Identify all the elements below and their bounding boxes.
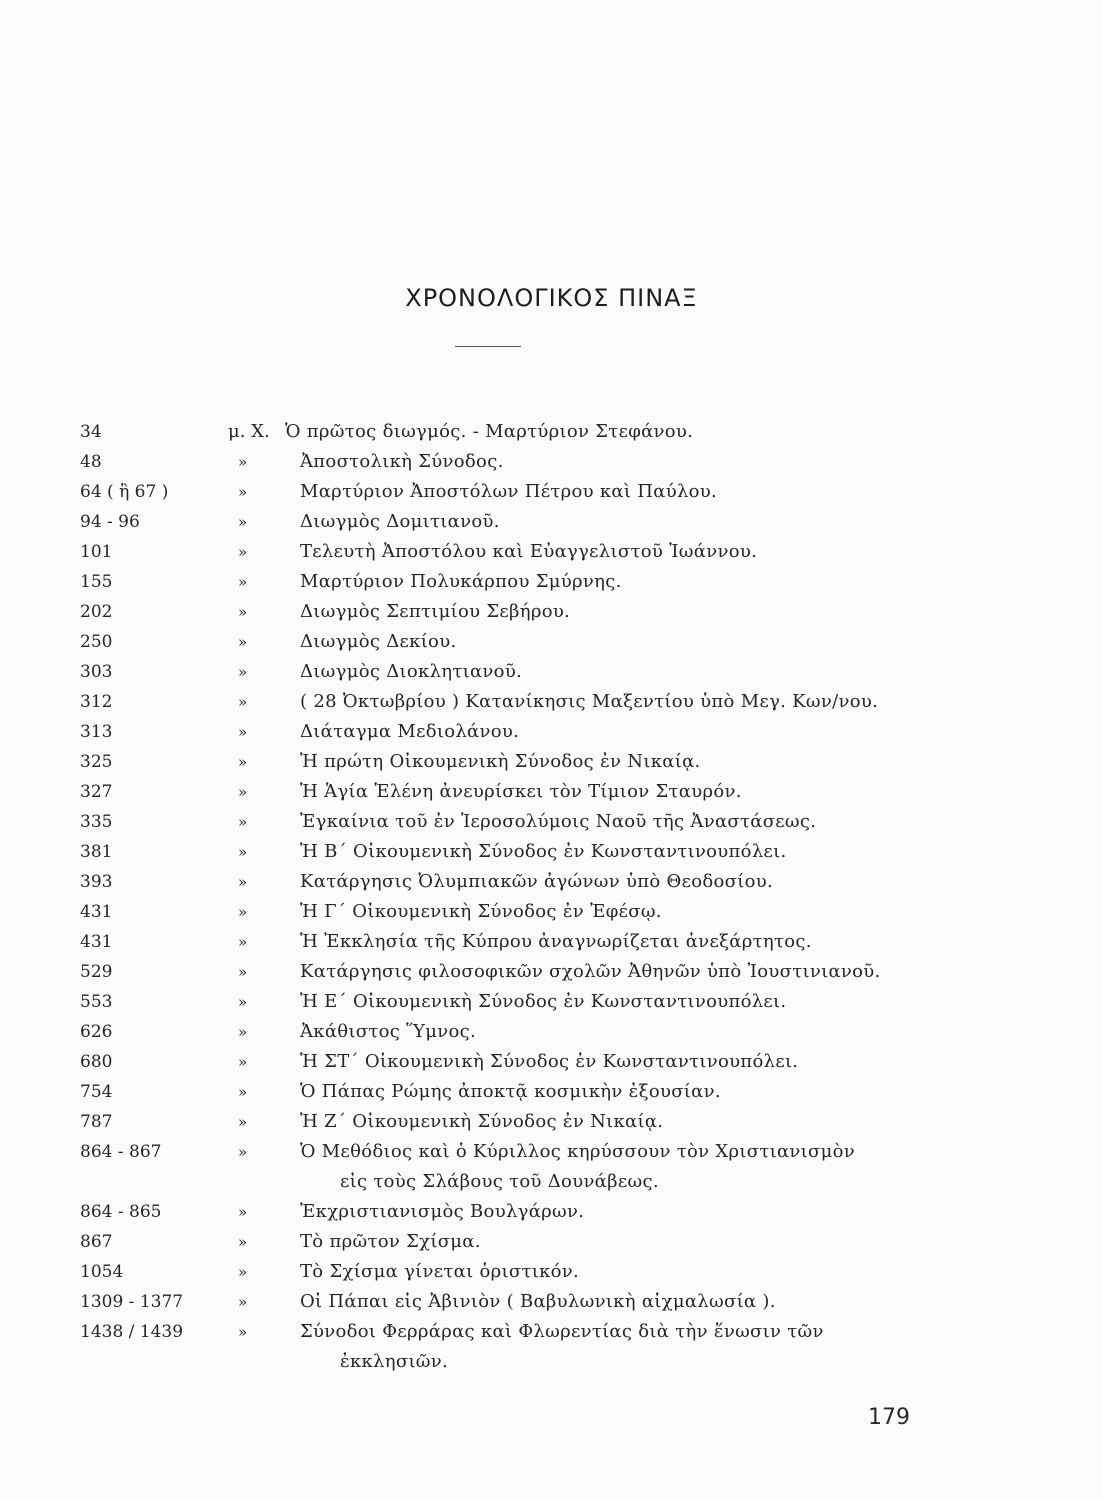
entry-event: Διωγμὸς Δομιτιανοῦ. — [300, 511, 500, 532]
entry-event: Ἀκάθιστος Ὕμνος. — [300, 1021, 477, 1042]
chronology-entry — [0, 1257, 1103, 1287]
ditto-mark: » — [238, 693, 248, 711]
entry-year: 327 — [80, 782, 113, 802]
entry-year: 1438 / 1439 — [80, 1322, 184, 1342]
chronology-table — [0, 417, 1103, 1377]
entry-event: Τὸ πρῶτον Σχίσμα. — [300, 1231, 481, 1252]
entry-event: Διωγμὸς Σεπτιμίου Σεβήρου. — [300, 601, 571, 622]
entry-year: 393 — [80, 872, 113, 892]
chronology-entry — [0, 417, 1103, 447]
chronology-entry — [0, 957, 1103, 987]
entry-event: Ἡ Γ΄ Οἰκουμενικὴ Σύνοδος ἐν Ἐφέσῳ. — [300, 901, 662, 922]
entry-era: μ. Χ. — [228, 421, 270, 442]
chronology-entry — [0, 1227, 1103, 1257]
ditto-mark: » — [238, 873, 248, 891]
entry-event: ( 28 Ὀκτωβρίου ) Κατανίκησις Μαξεντίου ὑπὸ Μεγ. Κων/νου. — [300, 691, 879, 712]
entry-year: 431 — [80, 932, 113, 952]
ditto-mark: » — [238, 453, 248, 471]
ditto-mark: » — [238, 783, 248, 801]
entry-year: 101 — [80, 542, 113, 562]
ditto-mark: » — [238, 963, 248, 981]
chronology-entry — [0, 507, 1103, 537]
entry-year: 754 — [80, 1082, 113, 1102]
entry-year: 381 — [80, 842, 113, 862]
chronology-entry — [0, 567, 1103, 597]
entry-year: 1309 - 1377 — [80, 1292, 184, 1312]
chronology-entry — [0, 807, 1103, 837]
entry-year: 202 — [80, 602, 113, 622]
entry-event-continuation: εἰς τοὺς Σλάβους τοῦ Δουνάβεως. — [340, 1171, 659, 1192]
entry-event: Ὁ Πάπας Ρώμης ἀποκτᾷ κοσμικὴν ἐξουσίαν. — [300, 1081, 721, 1102]
page-number: 179 — [868, 1405, 910, 1430]
entry-event: Διάταγμα Μεδιολάνου. — [300, 721, 520, 742]
chronology-entry — [0, 1317, 1103, 1377]
entry-year: 864 - 865 — [80, 1202, 162, 1222]
chronology-entry — [0, 1077, 1103, 1107]
ditto-mark: » — [238, 1143, 248, 1161]
chronology-entry — [0, 927, 1103, 957]
entry-year: 34 — [80, 422, 102, 442]
entry-event: Ἡ πρώτη Οἰκουμενικὴ Σύνοδος ἐν Νικαίᾳ. — [300, 751, 701, 772]
ditto-mark: » — [238, 603, 248, 621]
entry-event: Ἡ Ζ΄ Οἰκουμενικὴ Σύνοδος ἐν Νικαίᾳ. — [300, 1111, 664, 1132]
entry-event: Ἐκχριστιανισμὸς Βουλγάρων. — [300, 1201, 585, 1222]
entry-year: 864 - 867 — [80, 1142, 162, 1162]
chronology-entry — [0, 1017, 1103, 1047]
ditto-mark: » — [238, 933, 248, 951]
entry-event: Μαρτύριον Ἀποστόλων Πέτρου καὶ Παύλου. — [300, 481, 718, 502]
page-title: ΧΡΟΝΟΛΟΓΙΚΟΣ ΠΙΝΑΞ — [405, 284, 698, 312]
ditto-mark: » — [238, 1263, 248, 1281]
entry-year: 64 ( ἢ 67 ) — [80, 482, 169, 502]
chronology-entry — [0, 747, 1103, 777]
entry-year: 431 — [80, 902, 113, 922]
entry-event: Ὁ Μεθόδιος καὶ ὁ Κύριλλος κηρύσσουν τὸν Χριστιανισμὸν — [300, 1141, 855, 1162]
chronology-entry — [0, 477, 1103, 507]
entry-year: 155 — [80, 572, 113, 592]
chronology-entry — [0, 537, 1103, 567]
chronology-entry — [0, 597, 1103, 627]
entry-event: Ἡ Ε΄ Οἰκουμενικὴ Σύνοδος ἐν Κωνσταντινουπόλει. — [300, 991, 787, 1012]
entry-year: 529 — [80, 962, 113, 982]
entry-event: Ἀποστολικὴ Σύνοδος. — [300, 451, 504, 472]
ditto-mark: » — [238, 1233, 248, 1251]
ditto-mark: » — [238, 843, 248, 861]
entry-event: Διωγμὸς Δεκίου. — [300, 631, 457, 652]
entry-event: Σύνοδοι Φερράρας καὶ Φλωρεντίας διὰ τὴν ἕνωσιν τῶν — [300, 1321, 824, 1342]
entry-year: 48 — [80, 452, 102, 472]
chronology-entry — [0, 1047, 1103, 1077]
ditto-mark: » — [238, 633, 248, 651]
chronology-entry — [0, 837, 1103, 867]
entry-year: 867 — [80, 1232, 113, 1252]
entry-year: 787 — [80, 1112, 113, 1132]
entry-event: Μαρτύριον Πολυκάρπου Σμύρνης. — [300, 571, 622, 592]
ditto-mark: » — [238, 1083, 248, 1101]
ditto-mark: » — [238, 813, 248, 831]
ditto-mark: » — [238, 723, 248, 741]
entry-year: 250 — [80, 632, 113, 652]
entry-year: 325 — [80, 752, 113, 772]
chronology-entry — [0, 627, 1103, 657]
entry-year: 553 — [80, 992, 113, 1012]
entry-event: Τελευτὴ Ἀποστόλου καὶ Εὐαγγελιστοῦ Ἰωάννου. — [300, 541, 758, 562]
ditto-mark: » — [238, 1053, 248, 1071]
entry-event: Ἡ Ἁγία Ἑλένη ἀνευρίσκει τὸν Τίμιον Σταυρόν. — [300, 781, 742, 802]
ditto-mark: » — [238, 1293, 248, 1311]
title-underline — [455, 346, 521, 347]
chronology-entry — [0, 1137, 1103, 1197]
chronology-entry — [0, 1287, 1103, 1317]
chronology-entry — [0, 897, 1103, 927]
entry-event: Κατάργησις Ὀλυμπιακῶν ἀγώνων ὑπὸ Θεοδοσίου. — [300, 871, 773, 892]
chronology-entry — [0, 717, 1103, 747]
entry-event-continuation: ἐκκλησιῶν. — [340, 1351, 449, 1372]
entry-event: Διωγμὸς Διοκλητιανοῦ. — [300, 661, 523, 682]
entry-year: 626 — [80, 1022, 113, 1042]
entry-event: Τὸ Σχίσμα γίνεται ὁριστικόν. — [300, 1261, 580, 1282]
ditto-mark: » — [238, 513, 248, 531]
entry-event: Ἐγκαίνια τοῦ ἐν Ἱεροσολύμοις Ναοῦ τῆς Ἀναστάσεως. — [300, 811, 817, 832]
entry-event: Κατάργησις φιλοσοφικῶν σχολῶν Ἀθηνῶν ὑπὸ Ἰουστινιανοῦ. — [300, 961, 881, 982]
entry-year: 1054 — [80, 1262, 124, 1282]
entry-event: Ἡ ΣΤ΄ Οἰκουμενικὴ Σύνοδος ἐν Κωνσταντινουπόλει. — [300, 1051, 799, 1072]
chronology-entry — [0, 867, 1103, 897]
entry-year: 335 — [80, 812, 113, 832]
ditto-mark: » — [238, 1113, 248, 1131]
ditto-mark: » — [238, 1203, 248, 1221]
entry-event: Οἱ Πάπαι εἰς Ἀβινιὸν ( Βαβυλωνικὴ αἰχμαλωσία ). — [300, 1291, 776, 1312]
entry-event: Ἡ Β΄ Οἰκουμενικὴ Σύνοδος ἐν Κωνσταντινουπόλει. — [300, 841, 787, 862]
chronology-entry — [0, 687, 1103, 717]
entry-event: Ἡ Ἐκκλησία τῆς Κύπρου ἀναγνωρίζεται ἀνεξάρτητος. — [300, 931, 812, 952]
chronology-entry — [0, 987, 1103, 1017]
entry-year: 303 — [80, 662, 113, 682]
chronology-entry — [0, 1197, 1103, 1227]
ditto-mark: » — [238, 753, 248, 771]
ditto-mark: » — [238, 993, 248, 1011]
ditto-mark: » — [238, 1323, 248, 1341]
entry-year: 313 — [80, 722, 113, 742]
chronology-entry — [0, 777, 1103, 807]
entry-year: 312 — [80, 692, 113, 712]
entry-year: 680 — [80, 1052, 113, 1072]
entry-event: Ὁ πρῶτος διωγμός. - Μαρτύριον Στεφάνου. — [285, 421, 694, 442]
chronology-entry — [0, 1107, 1103, 1137]
ditto-mark: » — [238, 543, 248, 561]
ditto-mark: » — [238, 903, 248, 921]
ditto-mark: » — [238, 573, 248, 591]
entry-year: 94 - 96 — [80, 512, 140, 532]
ditto-mark: » — [238, 1023, 248, 1041]
ditto-mark: » — [238, 663, 248, 681]
chronology-entry — [0, 657, 1103, 687]
ditto-mark: » — [238, 483, 248, 501]
chronology-entry — [0, 447, 1103, 477]
